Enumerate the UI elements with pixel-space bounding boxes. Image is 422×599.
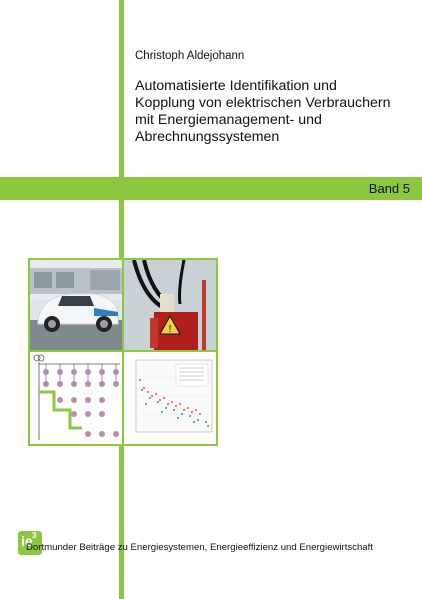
harmonics-chart — [124, 352, 216, 444]
book-title — [135, 78, 415, 146]
logo-superscript: 3 — [32, 531, 37, 540]
electric-car-photo — [30, 260, 122, 350]
title-line: mit Energiemanagement- und — [135, 112, 322, 128]
volume-band — [0, 177, 422, 200]
author-name: Christoph Aldejohann — [135, 50, 245, 62]
series-title: Dortmunder Beiträge zu Energiesystemen, Energieeffizienz und Energiewirtschaft — [26, 542, 373, 553]
image-grid — [28, 258, 218, 446]
logo-text: ie — [21, 533, 33, 549]
volume-label: Band 5 — [368, 181, 410, 196]
title-line: Automatisierte Identifikation und — [135, 78, 337, 94]
svg-text:!: ! — [168, 324, 172, 335]
title-line: Abrechnungssystemen — [135, 129, 280, 145]
transformer-photo — [124, 260, 216, 350]
title-line: Kopplung von elektrischen Verbrauchern — [135, 95, 391, 111]
grid-diagram — [30, 352, 122, 444]
